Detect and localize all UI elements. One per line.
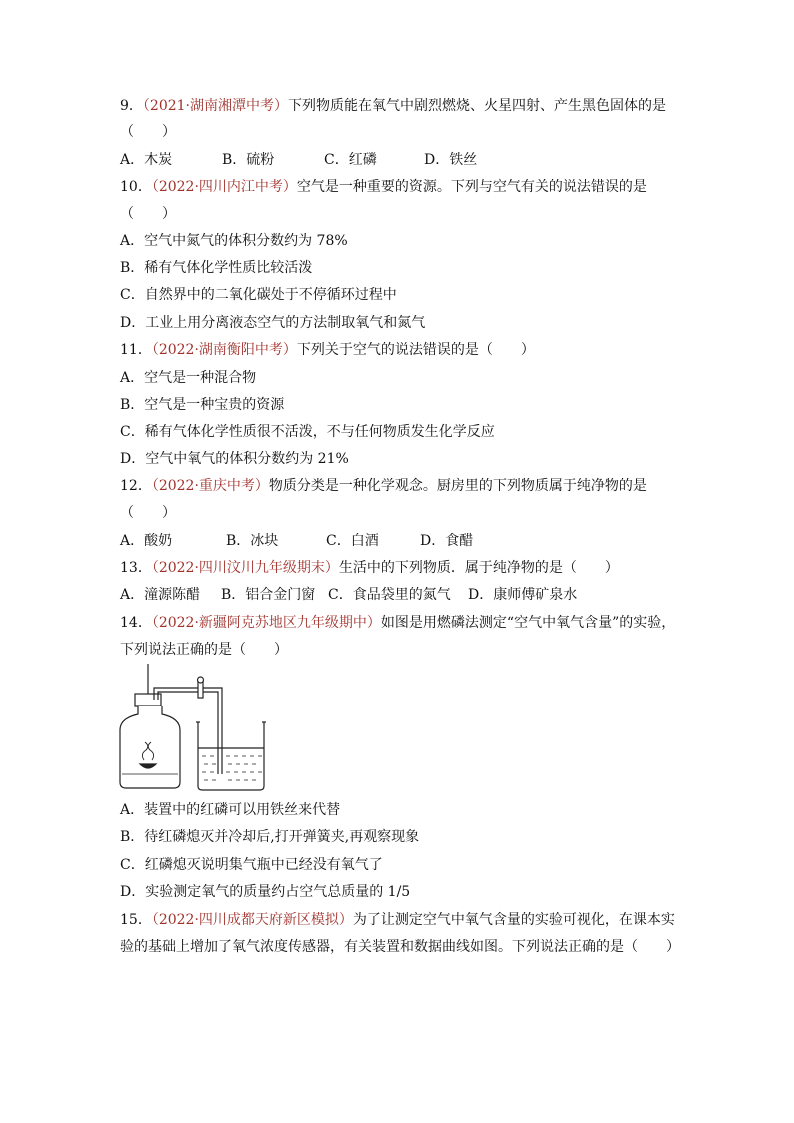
question-text: 下列物质能在氧气中剧烈燃烧、火星四射、产生黑色固体的是 xyxy=(288,98,667,114)
option-d: D．铁丝 xyxy=(424,152,478,168)
option-a: A．空气中氮气的体积分数约为 78% xyxy=(120,233,348,249)
question-source: （2022·湖南衡阳中考） xyxy=(151,342,297,358)
spring-clamp xyxy=(198,677,204,683)
question-10-stem xyxy=(120,177,647,197)
question-source: （2022·四川内江中考） xyxy=(151,179,297,195)
option-d: D．康师傅矿泉水 xyxy=(468,587,578,603)
question-12-stem xyxy=(120,476,647,496)
question-12-options xyxy=(120,531,473,551)
question-14-stem xyxy=(120,613,675,633)
beaker-water xyxy=(202,756,262,780)
option-b: B．冰块 xyxy=(226,533,279,549)
question-text: 如图是用燃磷法测定“空气中氧气含量”的实验， xyxy=(380,615,676,631)
option-c: C．食品袋里的氮气 xyxy=(328,587,451,603)
answer-paren: （ ） xyxy=(120,124,176,140)
question-source: （2022·四川成都天府新区模拟） xyxy=(151,912,353,928)
question-text: 为了让测定空气中氧气含量的实验可视化，在课本实 xyxy=(352,912,675,928)
option-b: B．硫粉 xyxy=(222,152,275,168)
option-b: B．空气是一种宝贵的资源 xyxy=(120,397,285,413)
option-b: B．铝合金门窗 xyxy=(221,587,316,603)
question-text-cont: 下列说法正确的是（ ） xyxy=(120,642,288,658)
question-13-stem xyxy=(120,558,619,578)
question-number: 15． xyxy=(120,912,152,928)
option-a: A．空气是一种混合物 xyxy=(120,370,257,386)
answer-paren: （ ） xyxy=(120,505,176,521)
option-d: D．工业上用分离液态空气的方法制取氧气和氮气 xyxy=(120,315,426,331)
question-text: 生活中的下列物质．属于纯净物的是（ ） xyxy=(338,560,619,576)
spring-clamp xyxy=(198,682,203,698)
question-11-stem xyxy=(120,340,535,360)
gas-bottle xyxy=(120,706,180,788)
question-source: （2022·重庆中考） xyxy=(151,478,269,494)
question-text: 物质分类是一种化学观念。厨房里的下列物质属于纯净物的是 xyxy=(268,478,647,494)
option-d: D．空气中氧气的体积分数约为 21% xyxy=(120,451,349,467)
option-d: D．实验测定氧气的质量约占空气总质量的 1/5 xyxy=(120,884,411,900)
option-a: A．酸奶 xyxy=(120,533,173,549)
question-number: 13． xyxy=(120,560,152,576)
question-text-cont: 验的基础上增加了氧气浓度传感器，有关装置和数据曲线如图。下列说法正确的是（ ） xyxy=(120,939,680,955)
stopper xyxy=(135,694,161,706)
option-c: C．红磷 xyxy=(324,152,377,168)
option-d: D．食醋 xyxy=(420,533,474,549)
option-b: B．待红磷熄灭并冷却后,打开弹簧夹,再观察现象 xyxy=(120,829,420,845)
option-c: C．白酒 xyxy=(326,533,379,549)
question-number: 12． xyxy=(120,478,152,494)
option-a: A．木炭 xyxy=(120,152,173,168)
option-c: C．稀有气体化学性质很不活泼，不与任何物质发生化学反应 xyxy=(120,424,495,440)
question-number: 10． xyxy=(120,179,152,195)
apparatus-diagram xyxy=(116,664,356,794)
question-15-stem xyxy=(120,910,675,930)
option-b: B．稀有气体化学性质比较活泼 xyxy=(120,260,313,276)
question-source: （2021·湖南湘潭中考） xyxy=(142,98,289,114)
question-source: （2022·四川汶川九年级期末） xyxy=(151,560,339,576)
option-c: C．红磷熄灭说明集气瓶中已经没有氧气了 xyxy=(120,857,383,873)
option-a: A．装置中的红磷可以用铁丝来代替 xyxy=(120,802,341,818)
question-9-stem xyxy=(120,96,666,116)
question-text: 下列关于空气的说法错误的是（ ） xyxy=(296,342,535,358)
question-number: 11． xyxy=(120,342,152,358)
question-9-options xyxy=(120,150,477,170)
answer-paren: （ ） xyxy=(120,206,176,222)
question-text: 空气是一种重要的资源。下列与空气有关的说法错误的是 xyxy=(296,179,647,195)
question-source: （2022·新疆阿克苏地区九年级期中） xyxy=(151,615,381,631)
question-13-options xyxy=(120,585,577,605)
option-a: A．潼源陈醋 xyxy=(120,587,201,603)
question-number: 9． xyxy=(120,98,143,114)
question-number: 14． xyxy=(120,615,152,631)
option-c: C．自然界中的二氧化碳处于不停循环过程中 xyxy=(120,287,397,303)
